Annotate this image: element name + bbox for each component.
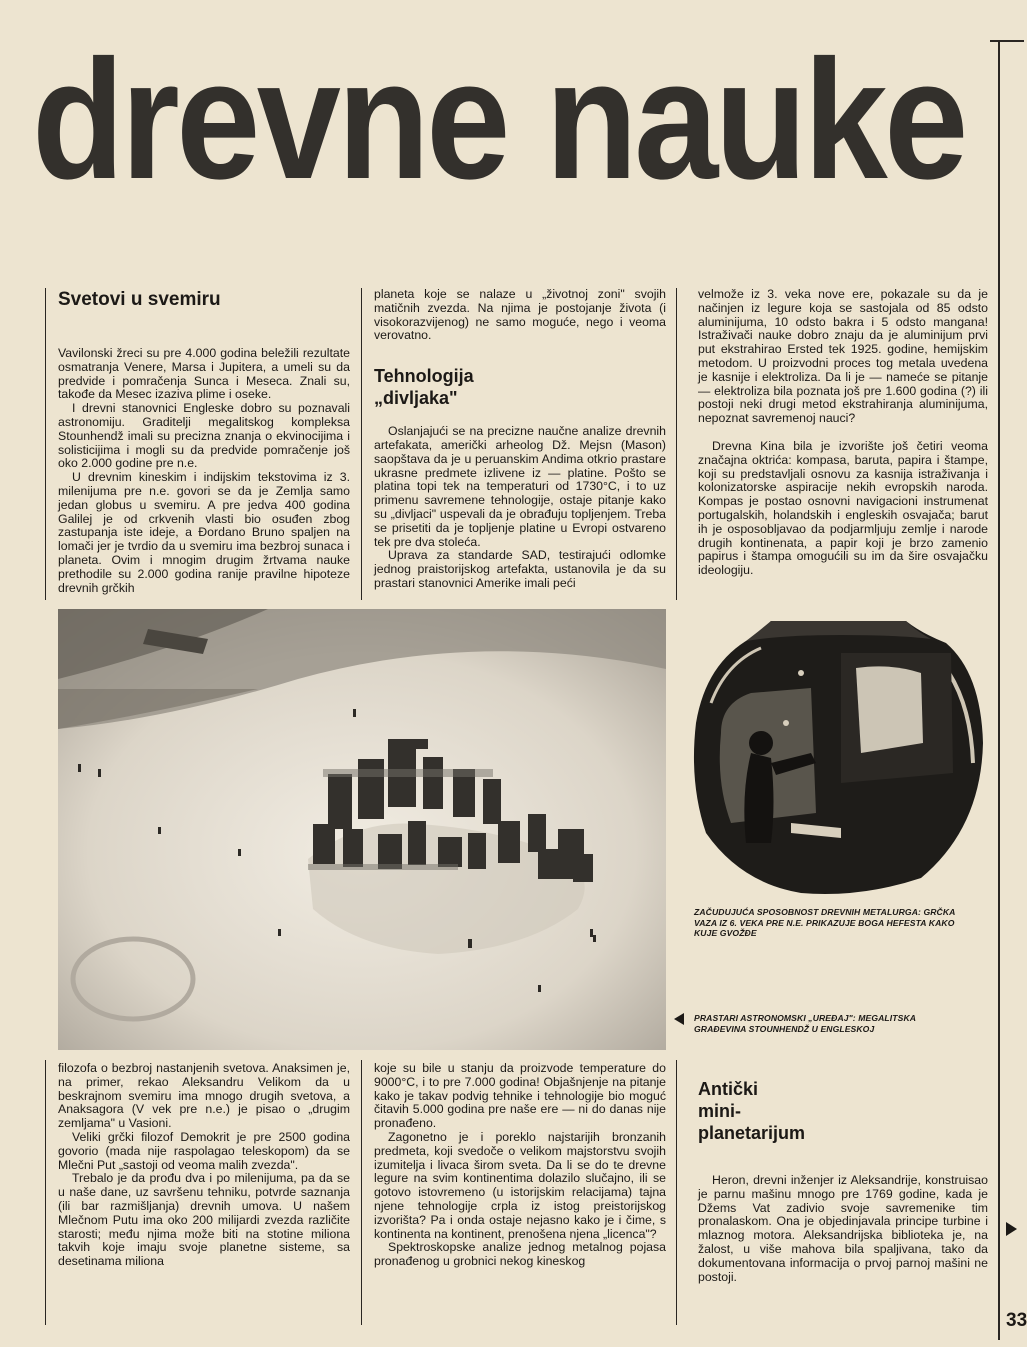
stonehenge-aerial-photo: [58, 609, 666, 1050]
section-heading: [374, 365, 666, 409]
heading-line: mini-: [698, 1101, 741, 1121]
section-heading: Svetovi u svemiru: [58, 289, 221, 310]
vase-image: [691, 613, 987, 896]
page-border-right: [998, 40, 1000, 1340]
column-rule: [361, 1060, 362, 1325]
column-rule: [676, 288, 677, 600]
paragraph: Uprava za standarde SAD, testirajući odlomke jednog praistorijskog artefakta, ustanovila je da su prastari stanovnici Amerike imali peći: [374, 548, 666, 590]
heading-line: Antički: [698, 1079, 759, 1099]
stonehenge-image: [58, 609, 666, 1050]
paragraph: Heron, drevni inženjer iz Aleksandrije, konstruisao je parnu mašinu mnogo pre 1769 godine, kada je Džems Vat zadivio svoje savremenike tim pronalaskom. Ona je objedinjavala principe turbine i mlaznog motora. Aleksandrijska biblioteka je, na žalost, u više mahova bila spaljivana, tako da dokumentovana informacija o prvoj parnoj mašini ne postoji.: [698, 1173, 988, 1284]
paragraph: Zagonetno je i poreklo najstarijih bronzanih predmeta, koji svedoče o velikom majstorstvu svojih izumitelja i livaca širom sveta. Da li se do te drevne legure na svim kontinentima dolazilo slučajno, ili se gotovo istovremeno (u istorijskim relacijama) tajna njene tehnologije crpla iz istog preistorijskog izvorišta? Pa i onda ostaje nejasno kako je i čime, s kontinenta na kontinent, prenošena njena „licenca"?: [374, 1129, 666, 1241]
column-rule: [45, 1060, 46, 1325]
bottom-column-2: [374, 1062, 666, 1269]
vase-caption: ZAČUDUJUĆA SPOSOBNOST DREVNIH METALURGA: GRČKA VAZA IZ 6. VEKA PRE N.E. PRIKAZUJE BOGA HEFESTA KAKO KUJE GVOŽĐE: [694, 907, 956, 938]
page-border-top: [990, 40, 1024, 42]
paragraph: velmože iz 3. veka nove ere, pokazale su da je načinjen iz legure koja se sastojala od 85 odsto aluminijuma, 10 odsto bakra i 5 odsto mangana! Istraživači nauke dobro znaju da je aluminijum prvi put ekstrahirao Ersted tek 1925. godine, hemijskim metodom. U proizvodni proces tog metala uvedena je kasnije i elektroliza. Da li je — nameće se pitanje — elektroliza bila poznata još pre 1.600 godina (?) ili postoji neki drugi metod ekstrahiranja aluminijuma, nepoznat savremenoj nauci?: [698, 287, 988, 426]
heading-line: Tehnologija: [374, 366, 474, 387]
paragraph: filozofa o bezbroj nastanjenih svetova. Anaksimen je, na primer, rekao Aleksandru Velikom da u beskrajnom svemiru ima mnogo drugih svetova, a Anaksagora (V vek pre n.e.) je pisao o „drugim zemljama" u Vasioni.: [58, 1061, 350, 1131]
section-heading: [698, 1078, 988, 1144]
masthead-title: drevne nauke: [32, 25, 965, 215]
paragraph: U drevnim kineskim i indijskim tekstovima iz 3. milenijuma pre n.e. govori se da je Zemlja samo jedan globus u svemiru. A pre jedva 400 godina Galilej je od crkvenih vlasti bio osuđen zbog zastupanja iste ideje, a Đordano Bruno spaljen na lomači jer je tvrdio da u svemiru ima bezbroj sunaca i planeta. Ovim i mnogim drugim žrtvama nauke prethodile su 2.000 godina ranije pravilne hipoteze drevnih grčkih: [58, 470, 350, 595]
paragraph: Drevna Kina bila je izvorište još četiri veoma značajna oktrića: kompasa, baruta, papira i štampe, koji su predstavljali osnovu za kasnija istraživanja i kolonizatorske aspiracije nekih evropskih naroda. Kompas je postao osnovni navigacioni instrumenat portugalskih, holandskih i engleskih osvajača; barut ih je osposobljavao da podjarmljuju zemlje i narode drugih kontinenata, a papir koji je brzo zamenio papirus i štampa omogućili su im da šire osvajačku ideologiju.: [698, 438, 988, 578]
paragraph: Trebalo je da prođu dva i po milenijuma, pa da se u naše dane, uz savršenu tehniku, potvrde saznanja (ili bar razmišljanja) drevnih umova. U našem Mlečnom Putu ima oko 200 milijardi zvezda različite starosti; među njima može biti na stotine miliona takvih koje imaju svoje planetne sisteme, sa desetinama miliona: [58, 1171, 350, 1269]
continue-arrow-icon: [1006, 1222, 1017, 1236]
paragraph: Veliki grčki filozof Demokrit je pre 2500 godina govorio (mada nije raspolagao teleskopom) da se Mlečni Put „sastoji od veoma malih zvezda".: [58, 1129, 350, 1172]
column-rule: [45, 288, 46, 600]
page-number: 33: [1006, 1310, 1027, 1331]
bottom-column-3: [698, 1078, 988, 1284]
column-3: [698, 288, 988, 578]
column-1: [58, 288, 350, 595]
column-rule: [361, 288, 362, 600]
paragraph: planeta koje se nalaze u „životnoj zoni" svojih matičnih zvezda. Na njima je postojanje života (i visokorazvijenog) ne samo moguće, nego i veoma verovatno.: [374, 287, 666, 343]
greek-vase-photo: [691, 613, 987, 896]
paragraph: I drevni stanovnici Engleske dobro su poznavali astronomiju. Graditelji megalitskog kompleksa Stounhendž imali su precizna znanja o ekvinocijima i solisticijima i mogli su da predvide pomračenje još oko 2.000 godine pre n.e.: [58, 401, 350, 471]
paragraph: Spektroskopske analize jednog metalnog pojasa pronađenog u grobnici nekog kineskog: [374, 1240, 666, 1269]
heading-line: „divljaka": [374, 388, 458, 409]
heading-line: planetarijum: [698, 1123, 806, 1143]
caption-pointer-arrow-icon: [674, 1013, 684, 1025]
stonehenge-caption: PRASTARI ASTRONOMSKI „UREĐAJ": MEGALITSKA GRAĐEVINA STOUNHENDŽ U ENGLESKOJ: [694, 1013, 916, 1034]
paragraph: Vavilonski žreci su pre 4.000 godina beležili rezultate osmatranja Venere, Marsa i Jupitera, a umeli su da predvide i pomračenja Sunca i Meseca. Znali su, takođe da Mesec izaziva plime i oseke.: [58, 346, 350, 402]
paragraph: koje su bile u stanju da proizvode temperature do 9000°C, i to pre 7.000 godina! Objašnjenje na pitanje kako je takav podvig tehnike i tehnologije bio moguć čitavih 5.000 godina pre naše ere — ni do danas nije pronađeno.: [374, 1061, 666, 1131]
bottom-column-1: [58, 1062, 350, 1269]
column-rule: [676, 1060, 677, 1325]
paragraph: Oslanjajući se na precizne naučne analize drevnih artefakata, američki arheolog Dž. Mejsn (Mason) saopštava da je u peruanskim Andima otkrio prastare ukrasne predmete izlivene iz — platine. Pošto se platina topi tek na temperaturi od 1730°C, i to uz primenu savremene tehnologije, ostaje pitanje kako su „divljaci" uspevali da je obrađuju topljenjem. Treba se prisetiti da je topljenje platine u Evropi ostvareno tek pre dva stoleća.: [374, 424, 666, 549]
column-2: [374, 288, 666, 591]
